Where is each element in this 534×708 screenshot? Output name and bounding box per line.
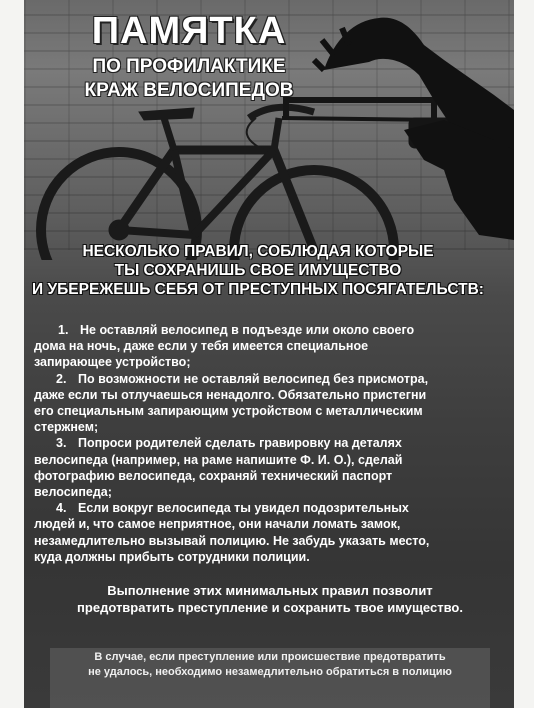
- footer-note-line-2: не удалось, необходимо незамедлительно обратиться в полицию: [88, 666, 452, 678]
- rule-text: дома на ночь, даже если у тебя имеется специальное: [34, 339, 369, 354]
- rule-text: людей и, что самое неприятное, они начали ломать замок,: [34, 517, 401, 532]
- rule-item: [34, 435, 504, 500]
- rules-heading: [0, 242, 516, 299]
- rules-list: [34, 322, 504, 565]
- rule-text: его специальным запирающим устройством с металлическим: [34, 404, 423, 419]
- rule-number: 4.: [56, 501, 67, 516]
- rule-text: даже если ты отлучаешься ненадолго. Обязательно пристегни: [34, 387, 427, 402]
- rule-text: велосипеда (например, на раме напишите Ф. И. О.), сделай: [34, 452, 403, 467]
- conclusion: [40, 582, 500, 616]
- rule-item: [34, 371, 504, 436]
- rule-number: 2.: [56, 371, 67, 386]
- rule-text: куда должны прибыть сотрудники полиции.: [34, 549, 310, 564]
- rule-text: запирающее устройство;: [34, 355, 191, 370]
- page-title: ПАМЯТКА: [91, 10, 287, 52]
- footer-note: [50, 648, 490, 708]
- rule-item: [34, 500, 504, 565]
- conclusion-line-2: предотвратить преступление и сохранить твое имущество.: [77, 600, 463, 615]
- subtitle-line-1: ПО ПРОФИЛАКТИКЕ: [92, 56, 286, 77]
- rules-heading-line-3: И УБЕРЕЖЕШЬ СЕБЯ ОТ ПРЕСТУПНЫХ ПОСЯГАТЕЛЬСТВ:: [32, 281, 484, 298]
- footer-note-line-1: В случае, если преступление или происшествие предотвратить: [94, 651, 446, 663]
- rule-text: Если вокруг велосипеда ты увидел подозрительных: [78, 501, 409, 516]
- bicycle-icon: [41, 107, 394, 260]
- rule-text: По возможности не оставляй велосипед без присмотра,: [78, 371, 429, 386]
- rule-text: стержнем;: [34, 420, 99, 435]
- rule-item: [34, 322, 504, 371]
- rules-heading-line-1: НЕСКОЛЬКО ПРАВИЛ, СОБЛЮДАЯ КОТОРЫЕ: [82, 243, 434, 260]
- rule-text: велосипеда;: [34, 485, 112, 500]
- rule-text: незамедлительно вызывай полицию. Не забудь указать место,: [34, 533, 430, 548]
- conclusion-line-1: Выполнение этих минимальных правил позволит: [107, 583, 433, 598]
- rule-text: Не оставляй велосипед в подъезде или около своего: [80, 323, 415, 337]
- subtitle-line-2: КРАЖ ВЕЛОСИПЕДОВ: [84, 80, 294, 101]
- rule-number: 3.: [56, 436, 67, 451]
- rules-heading-line-2: ТЫ СОХРАНИШЬ СВОЕ ИМУЩЕСТВО: [114, 262, 402, 279]
- rule-text: фотографию велосипеда, сохраняй технический паспорт: [34, 468, 393, 483]
- rule-text: Попроси родителей сделать гравировку на деталях: [78, 436, 402, 451]
- rule-number: 1.: [58, 323, 69, 337]
